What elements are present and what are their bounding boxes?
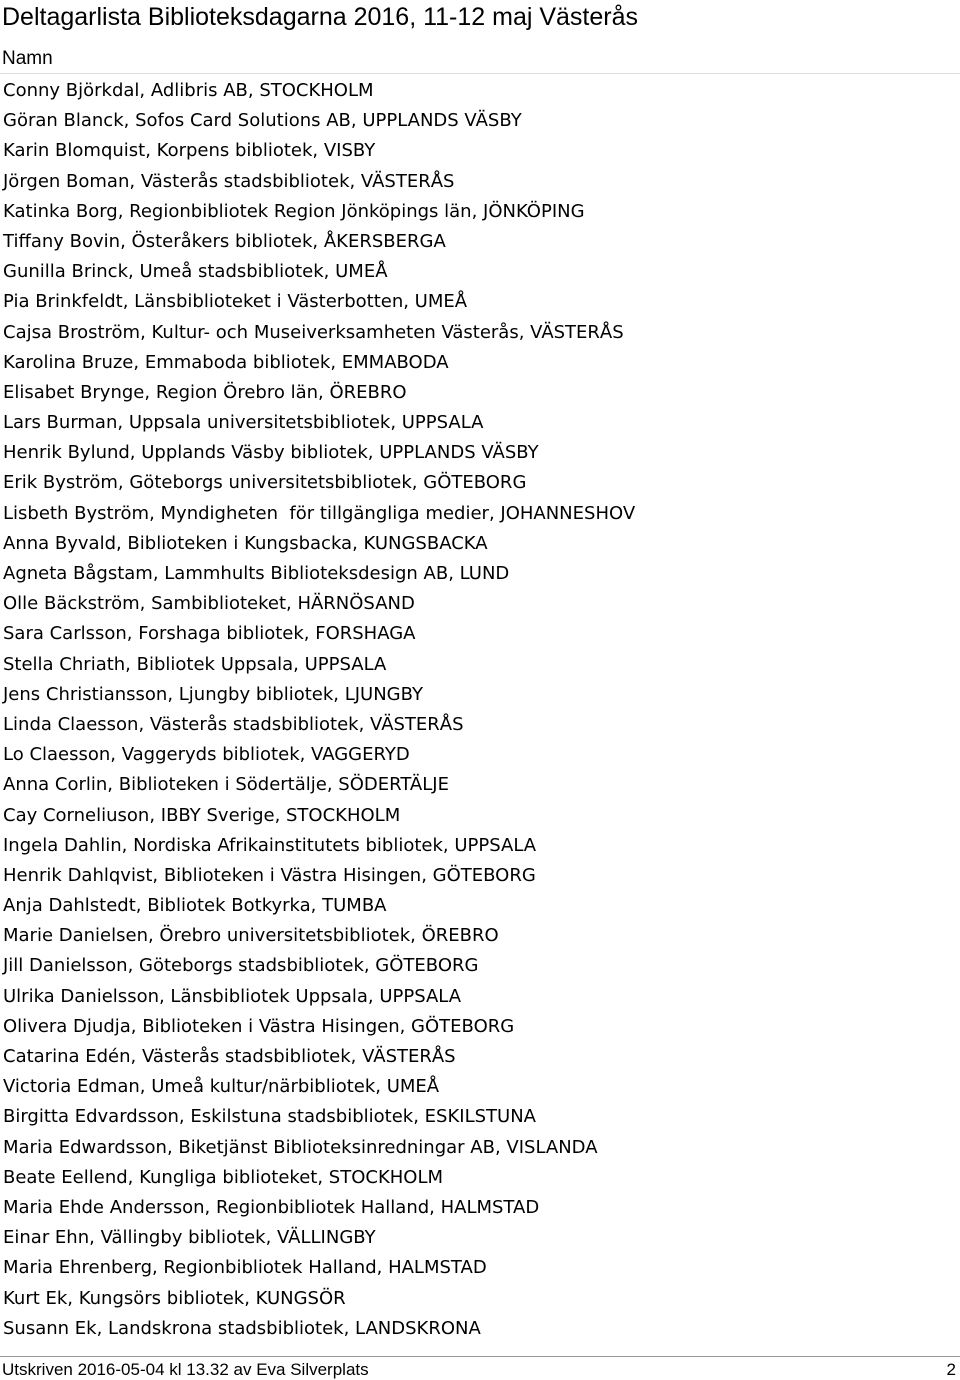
participant-entry: Tiffany Bovin, Österåkers bibliotek, ÅKERSBERGA xyxy=(3,230,446,252)
participant-entry: Karin Blomquist, Korpens bibliotek, VISBY xyxy=(3,140,376,162)
participant-entry: Pia Brinkfeldt, Länsbiblioteket i Västerbotten, UMEÅ xyxy=(3,291,468,313)
participant-entry: Conny Björkdal, Adlibris AB, STOCKHOLM xyxy=(3,80,374,101)
participant-entry: Anja Dahlstedt, Bibliotek Botkyrka, TUMBA xyxy=(3,895,387,917)
participant-entry: Katinka Borg, Regionbibliotek Region Jönköpings län, JÖNKÖPING xyxy=(3,200,585,222)
participant-entry: Elisabet Brynge, Region Örebro län, ÖREBRO xyxy=(3,381,407,403)
participant-entry: Victoria Edman, Umeå kultur/närbibliotek, UMEÅ xyxy=(3,1076,440,1098)
participant-entry: Lisbeth Byström, Myndigheten för tillgängliga medier, JOHANNESHOV xyxy=(3,502,636,524)
participant-entry: Susann Ek, Landskrona stadsbibliotek, LANDSKRONA xyxy=(3,1317,481,1339)
header-divider xyxy=(0,73,960,74)
participant-entry: Jill Danielsson, Göteborgs stadsbibliotek, GÖTEBORG xyxy=(3,955,479,977)
participant-entry: Maria Ehde Andersson, Regionbibliotek Halland, HALMSTAD xyxy=(3,1196,540,1218)
participant-entry: Henrik Dahlqvist, Biblioteken i Västra Hisingen, GÖTEBORG xyxy=(3,864,536,886)
footer-divider xyxy=(0,1356,960,1357)
participant-entry: Maria Ehrenberg, Regionbibliotek Halland, HALMSTAD xyxy=(3,1257,487,1279)
participant-entry: Sara Carlsson, Forshaga bibliotek, FORSHAGA xyxy=(3,623,416,645)
participant-entry: Ingela Dahlin, Nordiska Afrikainstitutets bibliotek, UPPSALA xyxy=(3,834,537,856)
participant-entry: Göran Blanck, Sofos Card Solutions AB, UPPLANDS VÄSBY xyxy=(3,110,522,132)
participant-entry: Kurt Ek, Kungsörs bibliotek, KUNGSÖR xyxy=(3,1287,346,1309)
page-title: Deltagarlista Biblioteksdagarna 2016, 11-12 maj Västerås xyxy=(2,3,639,31)
participant-entry: Ulrika Danielsson, Länsbibliotek Uppsala, UPPSALA xyxy=(3,985,462,1007)
participant-entry: Lo Claesson, Vaggeryds bibliotek, VAGGERYD xyxy=(3,744,410,766)
participant-entry: Agneta Bågstam, Lammhults Biblioteksdesign AB, LUND xyxy=(3,563,510,584)
participant-entry: Catarina Edén, Västerås stadsbibliotek, VÄSTERÅS xyxy=(3,1046,456,1067)
participant-entry: Karolina Bruze, Emmaboda bibliotek, EMMABODA xyxy=(3,351,449,373)
participant-entry: Birgitta Edvardsson, Eskilstuna stadsbibliotek, ESKILSTUNA xyxy=(3,1106,536,1128)
participant-entry: Maria Edwardsson, Biketjänst Biblioteksinredningar AB, VISLANDA xyxy=(3,1136,598,1158)
participant-entry: Beate Eellend, Kungliga biblioteket, STOCKHOLM xyxy=(3,1166,444,1188)
participant-entry: Erik Byström, Göteborgs universitetsbibliotek, GÖTEBORG xyxy=(3,472,527,494)
participant-entry: Cay Corneliuson, IBBY Sverige, STOCKHOLM xyxy=(3,804,401,826)
participant-entry: Anna Byvald, Biblioteken i Kungsbacka, KUNGSBACKA xyxy=(3,532,488,554)
participant-entry: Marie Danielsen, Örebro universitetsbibliotek, ÖREBRO xyxy=(3,925,499,947)
participant-entry: Cajsa Broström, Kultur- och Museiverksamheten Västerås, VÄSTERÅS xyxy=(3,321,624,343)
participant-list xyxy=(3,76,635,1344)
participant-entry: Olivera Djudja, Biblioteken i Västra Hisingen, GÖTEBORG xyxy=(3,1015,515,1037)
page-number: 2 xyxy=(946,1360,956,1379)
participant-entry: Linda Claesson, Västerås stadsbibliotek, VÄSTERÅS xyxy=(3,713,464,735)
participant-entry: Henrik Bylund, Upplands Väsby bibliotek, UPPLANDS VÄSBY xyxy=(3,442,539,464)
participant-entry: Olle Bäckström, Sambiblioteket, HÄRNÖSAND xyxy=(3,593,415,615)
participant-entry: Stella Chriath, Bibliotek Uppsala, UPPSALA xyxy=(3,653,387,675)
participant-entry: Lars Burman, Uppsala universitetsbibliotek, UPPSALA xyxy=(3,412,484,434)
participant-entry: Anna Corlin, Biblioteken i Södertälje, SÖDERTÄLJE xyxy=(3,774,449,796)
print-info: Utskriven 2016-05-04 kl 13.32 av Eva Silverplats xyxy=(2,1360,369,1379)
participant-entry: Jens Christiansson, Ljungby bibliotek, LJUNGBY xyxy=(3,683,423,705)
participant-entry: Gunilla Brinck, Umeå stadsbibliotek, UMEÅ xyxy=(3,261,388,283)
column-header-name: Namn xyxy=(2,48,53,69)
participant-entry: Einar Ehn, Vällingby bibliotek, VÄLLINGBY xyxy=(3,1227,376,1249)
participant-entry: Jörgen Boman, Västerås stadsbibliotek, VÄSTERÅS xyxy=(3,170,455,192)
